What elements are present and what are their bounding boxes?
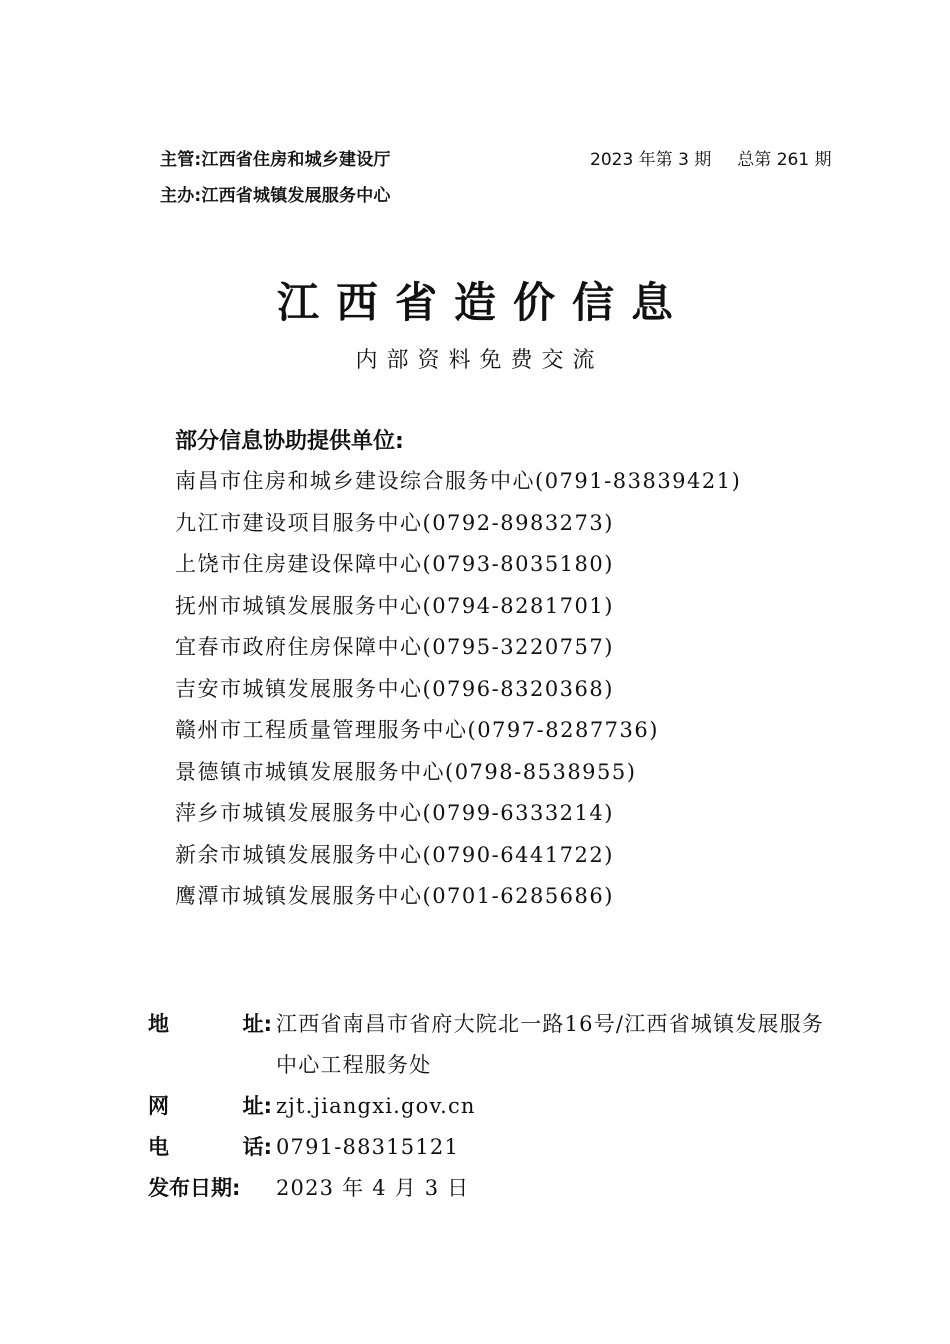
page-title: 江西省造价信息 [276, 278, 690, 327]
provider-item: 景德镇市城镇发展服务中心(0798-8538955) [175, 759, 637, 784]
publish-date-value: 2023 年 4 月 3 日 [276, 1176, 470, 1200]
provider-item: 萍乡市城镇发展服务中心(0799-6333214) [175, 801, 614, 825]
providers-list [175, 462, 741, 919]
provider-item: 鹰潭市城镇发展服务中心(0701-6285686) [175, 884, 614, 908]
page-subtitle: 内部资料免费交流 [355, 348, 604, 373]
phone-row [148, 1127, 836, 1168]
provider-item: 抚州市城镇发展服务中心(0794-8281701) [175, 593, 614, 618]
address-value: 江西省南昌市省府大院北一路16号/江西省城镇发展服务中心工程服务处 [276, 1012, 824, 1077]
supervisor-line: 主管:江西省住房和城乡建设厅 [160, 150, 391, 170]
website-row [148, 1086, 836, 1127]
provider-item: 南昌市住房和城乡建设综合服务中心(0791-83839421) [175, 469, 742, 493]
phone-value: 0791-88315121 [276, 1135, 460, 1159]
address-label: 地 址: [148, 1012, 272, 1036]
providers-heading: 部分信息协助提供单位: [175, 429, 404, 454]
provider-item: 九江市建设项目服务中心(0792-8983273) [175, 510, 614, 535]
provider-item: 宜春市政府住房保障中心(0795-3220757) [175, 635, 614, 659]
sponsor-line: 主办:江西省城镇发展服务中心 [160, 186, 391, 206]
issue-number: 2023 年第 3 期 [590, 150, 712, 170]
provider-item: 赣州市工程质量管理服务中心(0797-8287736) [175, 718, 659, 742]
publish-date-label: 发布日期: [148, 1176, 241, 1200]
website-link[interactable]: zjt.jiangxi.gov.cn [276, 1094, 476, 1118]
phone-label: 电 话: [148, 1135, 272, 1159]
provider-item: 上饶市住房建设保障中心(0793-8035180) [175, 552, 614, 576]
provider-item: 新余市城镇发展服务中心(0790-6441722) [175, 842, 614, 867]
website-label: 网 址: [148, 1094, 272, 1118]
provider-item: 吉安市城镇发展服务中心(0796-8320368) [175, 676, 614, 701]
address-row [148, 1004, 836, 1086]
publish-date-row [148, 1168, 836, 1209]
contact-info [148, 1004, 836, 1209]
total-issue-number: 总第 261 期 [737, 150, 832, 170]
issue-info [590, 145, 832, 170]
